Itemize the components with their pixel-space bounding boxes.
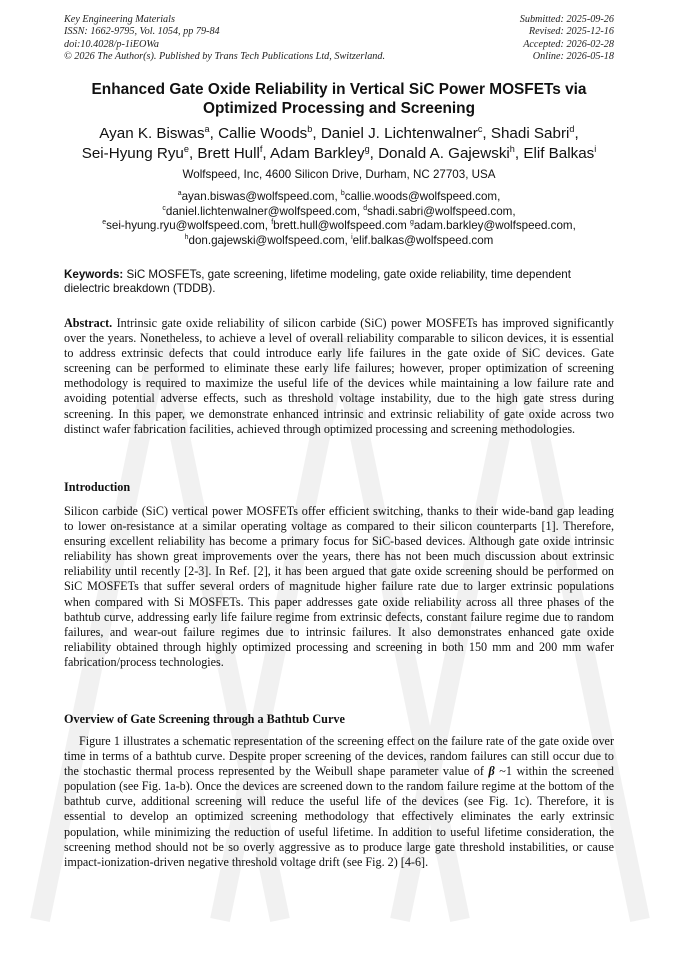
author-name: Shadi Sabri	[490, 125, 570, 142]
online-date: Online: 2026-05-18	[532, 51, 614, 63]
email-line-1: $^a$ayan.biswas@wolfspeed.com, $^b$callie.woods@wolfspeed.com,	[177, 190, 501, 203]
email-address[interactable]: callie.woods@wolfspeed.com	[344, 190, 498, 203]
journal-name: Key Engineering Materials	[64, 14, 175, 25]
author-name: Daniel J. Lichtenwalner	[320, 125, 478, 142]
issn-line: ISSN: 1662-9795, Vol. 1054, pp 79-84	[64, 26, 220, 38]
overview-text-part-1: Figure 1 illustrates a schematic representation of the screening effect on the failure rate of the gate oxide over time in terms of a bathtub curve. Despite proper screening of the devices, random failures can still occur due to the stochastic thermal process represented by the Weibull shape parameter value of	[64, 734, 614, 779]
author-sup: c	[477, 123, 483, 134]
author-sup: b	[307, 123, 313, 134]
overview-heading: Overview of Gate Screening through a Bathtub Curve	[64, 712, 345, 726]
email-sup: h	[184, 233, 189, 241]
email-sup: i	[351, 233, 353, 241]
author-sup: i	[594, 143, 597, 154]
keywords-label: Keywords:	[64, 268, 124, 281]
email-sup: a	[177, 190, 182, 198]
email-address[interactable]: ayan.biswas@wolfspeed.com	[181, 190, 335, 203]
author-list	[30, 124, 648, 163]
email-address[interactable]: shadi.sabri@wolfspeed.com	[367, 204, 513, 218]
author-sup: a	[204, 123, 210, 134]
email-line-2: $^c$daniel.lichtenwalner@wolfspeed.com, $^d$shadi.sabri@wolfspeed.com,	[162, 204, 516, 218]
email-address[interactable]: brett.hull@wolfspeed.com	[273, 219, 407, 232]
email-sup: c	[162, 204, 166, 212]
author-name: Donald A. Gajewski	[378, 144, 510, 162]
author-line-1: Ayan K. Biswas$^a$, Callie Woods$^b$, Daniel J. Lichtenwalner$^c$, Shadi Sabri$^d$,	[99, 123, 579, 142]
author-sup: f	[259, 143, 263, 154]
author-line-2: Sei-Hyung Ryu$^e$, Brett Hull$^f$, Adam Barkley$^g$, Donald A. Gajewski$^h$, Elif Balkas$^i$	[81, 143, 597, 162]
email-address[interactable]: elif.balkas@wolfspeed.com	[352, 233, 494, 247]
accepted-date: Accepted: 2026-02-28	[523, 38, 614, 50]
email-sup: e	[102, 219, 107, 227]
affiliation: Wolfspeed, Inc, 4600 Silicon Drive, Durham, NC 27703, USA	[182, 168, 496, 181]
author-name: Elif Balkas	[523, 144, 595, 162]
email-sup: d	[363, 204, 368, 212]
beta-symbol: β	[488, 764, 495, 779]
doi-line: doi:10.4028/p-1iEOWa	[64, 38, 159, 50]
author-emails	[30, 190, 648, 248]
email-line-4: $^h$don.gajewski@wolfspeed.com, $^i$elif.balkas@wolfspeed.com	[184, 233, 494, 247]
overview-text	[64, 734, 614, 870]
email-address[interactable]: don.gajewski@wolfspeed.com	[188, 233, 345, 247]
author-name: Callie Woods	[218, 125, 308, 142]
author-sup: e	[183, 143, 189, 154]
email-sup: b	[340, 190, 345, 198]
paper-title	[40, 80, 638, 118]
email-sup: g	[409, 219, 414, 227]
author-sup: d	[569, 123, 575, 134]
author-sup: h	[509, 143, 515, 154]
email-address[interactable]: daniel.lichtenwalner@wolfspeed.com	[165, 204, 357, 218]
submitted-date: Submitted: 2025-09-26	[519, 14, 614, 25]
author-name: Brett Hull	[197, 144, 260, 162]
journal-header-left	[64, 14, 385, 64]
keywords	[64, 268, 616, 296]
abstract-label: Abstract.	[64, 316, 113, 330]
copyright-line: © 2026 The Author(s). Published by Trans Tech Publications Ltd, Switzerland.	[64, 51, 386, 63]
introduction-text: Silicon carbide (SiC) vertical power MOSFETs offer efficient switching, thanks to their wide-band gap leading to lower on-resistance at a similar operating voltage as compared to their silicon counterparts [1]. Therefore, ensuring excellent reliability has become a primary focus for SiC-based devices. Although gate oxide intrinsic reliability has shown great improvements over the years, there has not been much discussion about extrinsic reliability until recently [2-3]. In Ref. [2], it has been argued that gate oxide screening should be performed on SiC MOSFETs that suffer several orders of magnitude higher failure rate due to larger extrinsic populations when compared with Si MOSFETs. This paper addresses gate oxide reliability across all three phases of the bathtub curve, addressing early life failure regime from extrinsic defects, constant failure regime due to random failures, and wear-out failure regimes due to intrinsic failures. It also demonstrates enhanced gate oxide reliability obtained through highly optimized processing and screening in both 150 mm and 200 mm wafer fabrication/process technologies.	[64, 504, 614, 669]
journal-header-right	[520, 14, 614, 64]
revised-date: Revised: 2025-12-16	[528, 26, 614, 38]
abstract	[64, 316, 614, 437]
author-name: Sei-Hyung Ryu	[81, 144, 184, 162]
author-sup: g	[364, 143, 370, 154]
email-address[interactable]: sei-hyung.ryu@wolfspeed.com	[106, 219, 265, 232]
author-name: Ayan K. Biswas	[99, 125, 205, 142]
abstract-text: Intrinsic gate oxide reliability of silicon carbide (SiC) power MOSFETs has improved significantly over the years. Nonetheless, to achieve a level of overall reliability comparable to silicon devices, it is essential to address extrinsic defects that could introduce early life failures in the gate oxide of SiC devices. Gate screening can be performed to eliminate these early life failures; however, proper optimization of screening methodology is required to maximize the useful life of the devices while maintaining a low failure rate and avoiding potential adverse effects, such as threshold voltage instability, due to the high gate stress during screening. In this paper, we demonstrate enhanced intrinsic and extrinsic reliability of gate oxide across two distinct wafer fabrication facilities, achieved through optimized processing and screening methodologies.	[64, 316, 615, 436]
title-line-1: Enhanced Gate Oxide Reliability in Vertical SiC Power MOSFETs via	[91, 81, 587, 98]
email-line-3: $^e$sei-hyung.ryu@wolfspeed.com, $^f$brett.hull@wolfspeed.com $^g$adam.barkley@wolfspeed.com,	[102, 219, 576, 232]
introduction-heading: Introduction	[64, 480, 131, 494]
overview-text-part-2: ~1 within the screened population (see Fig. 1a-b). Once the devices are screened down to the random failure regime at the bottom of the bathtub curve, additional screening will reduce the useful life of the devices (see Fig. 1c). Therefore, it is essential to develop an optimized screening methodology that effectively eliminates the early extrinsic population, while minimizing the reduction of useful lifetime. In addition to useful lifetime consideration, the screening method should not be so overly aggressive as to produce large gate threshold instabilities, or cause impact-ionization-driven negative threshold voltage drift (see Fig. 2) [4-6].	[64, 764, 614, 869]
email-address[interactable]: adam.barkley@wolfspeed.com	[413, 219, 573, 232]
author-name: Adam Barkley	[270, 144, 365, 162]
email-sup: f	[271, 219, 274, 227]
keywords-text: SiC MOSFETs, gate screening, lifetime modeling, gate oxide reliability, time dependent dielectric breakdown (TDDB).	[64, 268, 571, 295]
title-line-2: Optimized Processing and Screening	[203, 100, 475, 117]
